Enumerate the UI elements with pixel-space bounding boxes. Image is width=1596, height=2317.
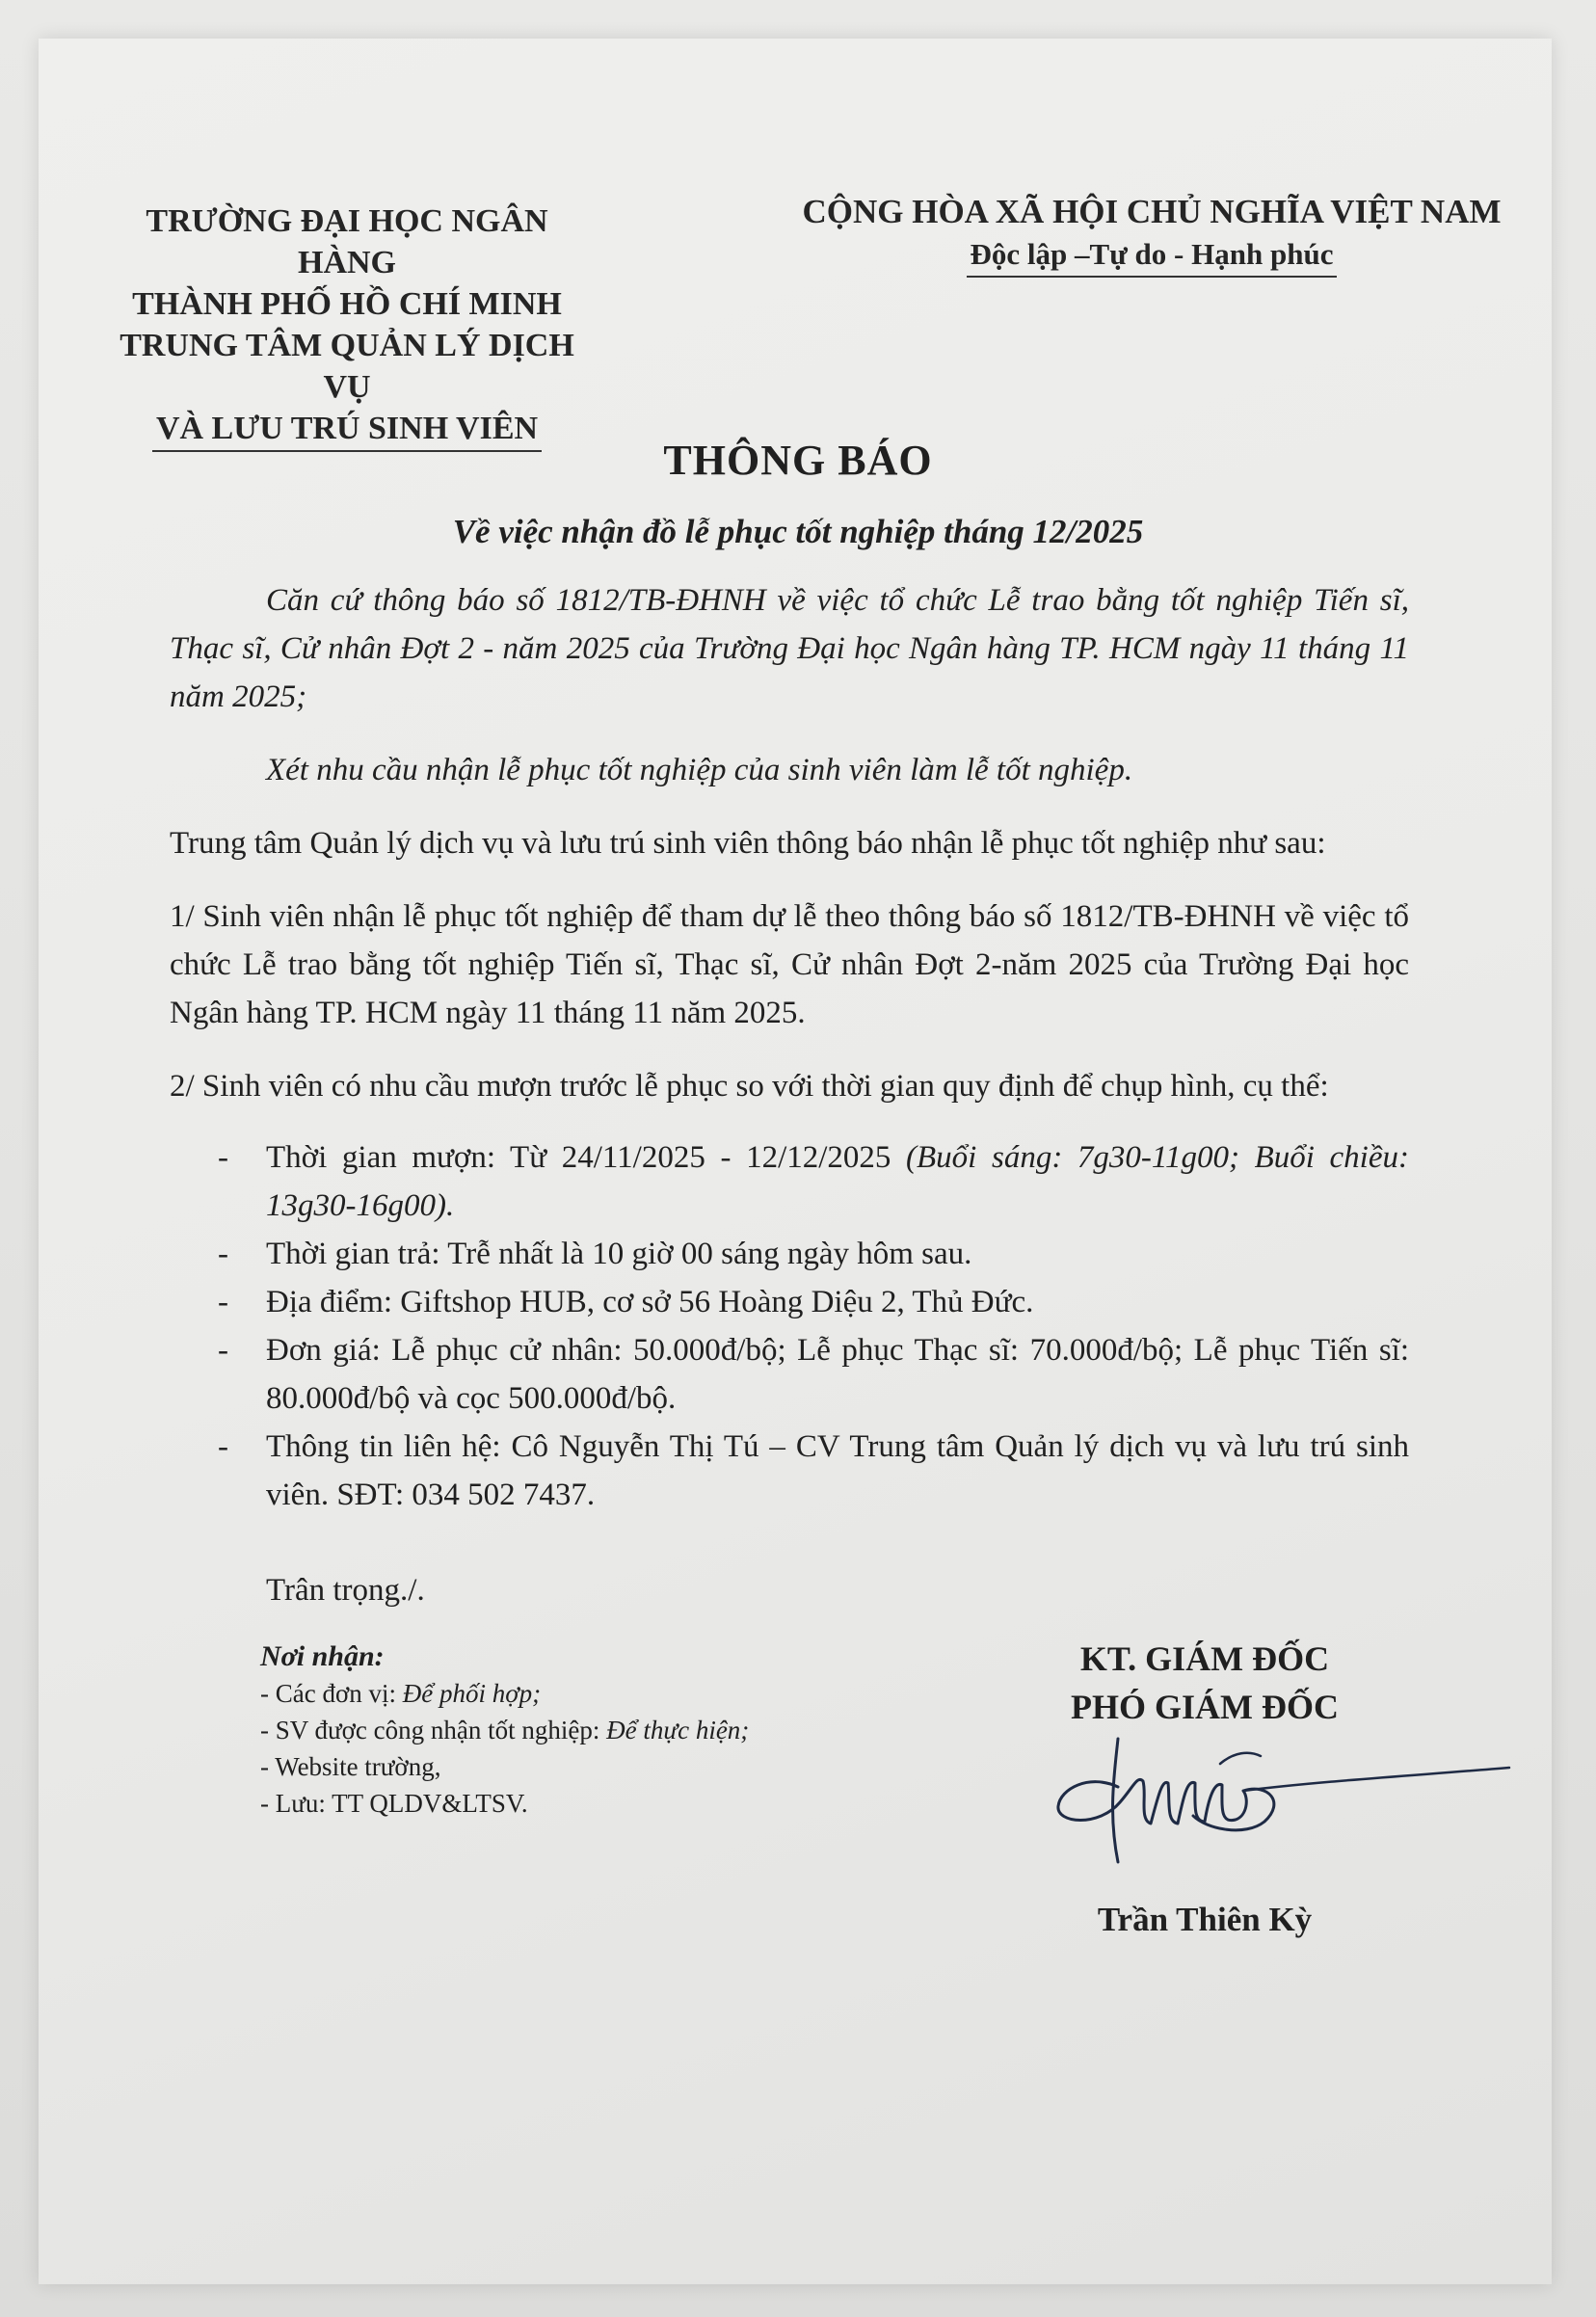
intro-paragraph: Trung tâm Quản lý dịch vụ và lưu trú sinh viên thông báo nhận lễ phục tốt nghiệp như sau:: [170, 826, 1326, 861]
organization-line-4: VÀ LƯU TRÚ SINH VIÊN: [152, 408, 542, 452]
nation-name: CỘNG HÒA XÃ HỘI CHỦ NGHĨA VIỆT NAM: [802, 193, 1502, 230]
list-dash: -: [218, 1237, 228, 1271]
signer-name: Trần Thiên Kỳ: [1097, 1901, 1313, 1938]
recipient-line-2: [260, 1712, 935, 1748]
document-subtitle: Về việc nhận đồ lễ phục tốt nghiệp tháng 12/2025: [452, 513, 1144, 550]
term-location: [170, 1278, 1409, 1326]
term-borrow-time: [170, 1133, 1409, 1230]
price-text: Đơn giá: Lễ phục cử nhân: 50.000đ/bộ; Lễ phục Thạc sĩ: 70.000đ/bộ; Lễ phục Tiến sĩ: 80.000đ/bộ và cọc 500.000đ/bộ.: [266, 1333, 1409, 1416]
list-dash: -: [218, 1333, 228, 1368]
handwritten-signature: [1051, 1727, 1513, 1872]
recipient-line-1: [260, 1675, 935, 1712]
terms-list: [170, 1133, 1409, 1519]
location-text: Địa điểm: Giftshop HUB, cơ sở 56 Hoàng Diệu 2, Thủ Đức.: [266, 1285, 1034, 1319]
term-return-time: [170, 1230, 1409, 1278]
recipient-1-note: Để phối hợp;: [402, 1679, 542, 1708]
recipient-2-note: Để thực hiện;: [606, 1716, 750, 1744]
recipients-block: [260, 1638, 935, 1822]
organization-line-1: TRƯỜNG ĐẠI HỌC NGÂN HÀNG: [146, 203, 548, 280]
national-header: [771, 191, 1532, 278]
borrow-time-text: Thời gian mượn: Từ 24/11/2025 - 12/12/2025: [266, 1140, 891, 1175]
list-dash: -: [218, 1429, 228, 1464]
item-2-paragraph: 2/ Sinh viên có nhu cầu mượn trước lễ phục so với thời gian quy định để chụp hình, cụ thể:: [170, 1069, 1329, 1104]
document-title: THÔNG BÁO: [663, 437, 933, 484]
signatory-title: [1012, 1635, 1397, 1731]
list-dash: -: [218, 1140, 228, 1175]
recipient-line-4: - Lưu: TT QLDV&LTSV.: [260, 1789, 528, 1818]
signatory-title-1: KT. GIÁM ĐỐC: [1079, 1639, 1330, 1678]
recipient-line-3: - Website trường,: [260, 1752, 441, 1781]
organization-header: [116, 200, 578, 452]
borrow-hours-text: (Buổi sáng: 7g30-11g00; Buổi chiều: 13g30-16g00).: [266, 1140, 1409, 1223]
recipients-heading: Nơi nhận:: [260, 1640, 385, 1672]
signatory-title-2: PHÓ GIÁM ĐỐC: [1071, 1688, 1339, 1726]
closing-phrase: Trân trọng./.: [266, 1573, 425, 1608]
organization-line-3: TRUNG TÂM QUẢN LÝ DỊCH VỤ: [120, 328, 574, 405]
recipient-2-label: - SV được công nhận tốt nghiệp:: [260, 1716, 607, 1744]
list-dash: -: [218, 1285, 228, 1319]
contact-text: Thông tin liên hệ: Cô Nguyễn Thị Tú – CV Trung tâm Quản lý dịch vụ và lưu trú sinh viên. SĐT: 034 502 7437.: [266, 1429, 1409, 1512]
national-motto: Độc lập –Tự do - Hạnh phúc: [967, 233, 1338, 278]
legal-basis-1: Căn cứ thông báo số 1812/TB-ĐHNH về việc tổ chức Lễ trao bằng tốt nghiệp Tiến sĩ, Thạc sĩ, Cử nhân Đợt 2 - năm 2025 của Trường Đại học Ngân hàng TP. HCM ngày 11 tháng 11 năm 2025;: [170, 583, 1409, 714]
legal-basis-2: Xét nhu cầu nhận lễ phục tốt nghiệp của sinh viên làm lễ tốt nghiệp.: [266, 753, 1133, 787]
term-contact: [170, 1423, 1409, 1519]
organization-line-2: THÀNH PHỐ HỒ CHÍ MINH: [132, 286, 562, 322]
term-price: [170, 1326, 1409, 1423]
return-time-text: Thời gian trả: Trễ nhất là 10 giờ 00 sáng ngày hôm sau.: [266, 1237, 972, 1271]
recipient-1-label: - Các đơn vị:: [260, 1679, 403, 1708]
document-body: [170, 576, 1409, 1519]
item-1-paragraph: 1/ Sinh viên nhận lễ phục tốt nghiệp để tham dự lễ theo thông báo số 1812/TB-ĐHNH về việc tổ chức Lễ trao bằng tốt nghiệp Tiến sĩ, Thạc sĩ, Cử nhân Đợt 2-năm 2025 của Trường Đại học Ngân hàng TP. HCM ngày 11 tháng 11 năm 2025.: [170, 899, 1409, 1030]
